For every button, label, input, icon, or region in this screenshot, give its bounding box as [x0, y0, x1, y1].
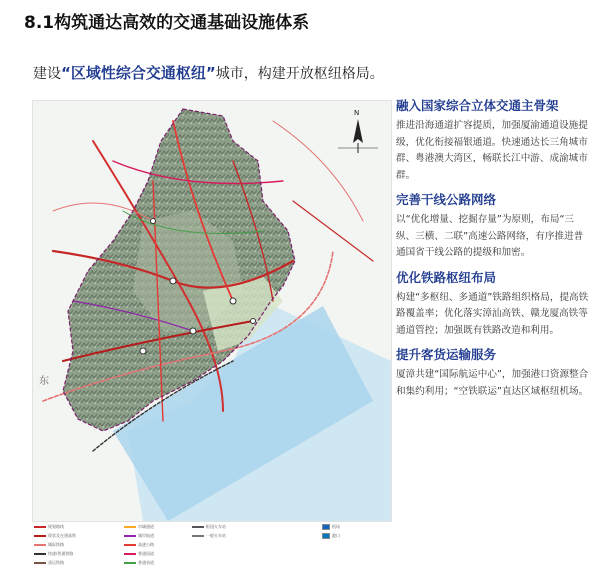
section-body: 厦漳共建“国际航运中心”，加强港口资源整合和集约利用；“空铁联运”直达区域枢纽机场。: [396, 369, 589, 397]
legend-item: [192, 524, 226, 530]
legend-label: 一般火车站: [206, 533, 226, 538]
section-national-backbone: [396, 96, 592, 184]
legend-item: [34, 533, 76, 539]
legend-item: [192, 533, 226, 539]
section-heading: 优化铁路枢纽布局: [396, 269, 497, 285]
section-body: 以“优化增量、挖掘存量”为原则，布局“三纵、三横、二联”高速公路网络，有序推进普通国省干线公路的提级和加密。: [396, 214, 584, 258]
legend-label: 高速公路: [138, 542, 154, 547]
subtitle-highlight: “区域性综合交通枢纽”: [61, 64, 216, 82]
subtitle-suffix: 城市，构建开放枢纽格局。: [215, 66, 384, 82]
north-label: N: [354, 109, 360, 117]
legend-item: [124, 551, 154, 557]
legend-label: 普通国道: [138, 551, 154, 556]
legend-swatch: [124, 553, 136, 555]
section-body: 推进沿海通道扩容提质，加强厦渝通道设施提级，优化衔接福银通道。快速通达长三角城市群、粤港澳大湾区，畅联长江中游、成渝城市群。: [396, 120, 588, 181]
legend-label: 港口: [332, 533, 340, 538]
legend-item: [322, 533, 340, 539]
legend-item: [34, 551, 73, 557]
legend-label: 枢纽火车站: [206, 524, 226, 529]
legend-swatch: [34, 526, 46, 528]
legend-swatch: [34, 535, 46, 537]
legend-swatch: [124, 526, 136, 528]
map-graphic: [33, 101, 391, 521]
legend-item: [124, 560, 154, 566]
legend-item: [34, 560, 64, 566]
legend-label: 货运铁路: [48, 560, 64, 565]
legend-label: 规划路线: [48, 524, 64, 529]
legend-swatch: [34, 553, 46, 555]
map-legend: [32, 522, 390, 572]
section-heading: 融入国家综合立体交通主骨架: [396, 98, 559, 113]
legend-swatch: [322, 533, 330, 539]
legend-swatch: [192, 535, 204, 537]
legend-swatch: [34, 562, 46, 564]
legend-swatch: [124, 535, 136, 537]
legend-label: 快速/普通铁路: [48, 551, 74, 556]
subtitle: [33, 62, 384, 83]
page-title: 8.1构筑通达高效的交通基础设施体系: [24, 13, 310, 33]
subtitle-prefix: 建设: [33, 66, 61, 82]
section-transport-service: [396, 345, 592, 400]
legend-swatch: [124, 544, 136, 546]
legend-item: [34, 542, 64, 548]
legend-item: [322, 524, 340, 530]
legend-label: 城市轨道: [138, 533, 154, 538]
transport-map: [32, 100, 392, 522]
section-heading: 提升客货运输服务: [396, 347, 497, 362]
section-body: 构建“多枢纽、多通道”铁路组织格局，提高铁路覆盖率；优化落实漳汕高铁、赣龙厦高铁等通道管控；加强既有铁路改造和利用。: [396, 291, 589, 336]
legend-swatch: [34, 544, 46, 546]
legend-swatch: [322, 524, 330, 530]
legend-label: 机场: [332, 524, 340, 529]
legend-label: 市域通道: [138, 524, 154, 529]
legend-item: [124, 542, 154, 548]
legend-label: 现状及在建高铁: [48, 533, 76, 538]
info-panel: [396, 96, 592, 406]
place-label: 东: [39, 376, 49, 387]
legend-item: [34, 524, 64, 530]
legend-swatch: [124, 562, 136, 564]
legend-label: 普通省道: [138, 560, 154, 565]
legend-swatch: [192, 526, 204, 528]
legend-item: [124, 524, 154, 530]
legend-label: 城际铁路: [48, 542, 64, 547]
section-heading: 完善干线公路网络: [396, 192, 497, 207]
section-railway-hub: [396, 268, 592, 340]
section-highway-network: [396, 190, 592, 262]
legend-item: [124, 533, 154, 539]
